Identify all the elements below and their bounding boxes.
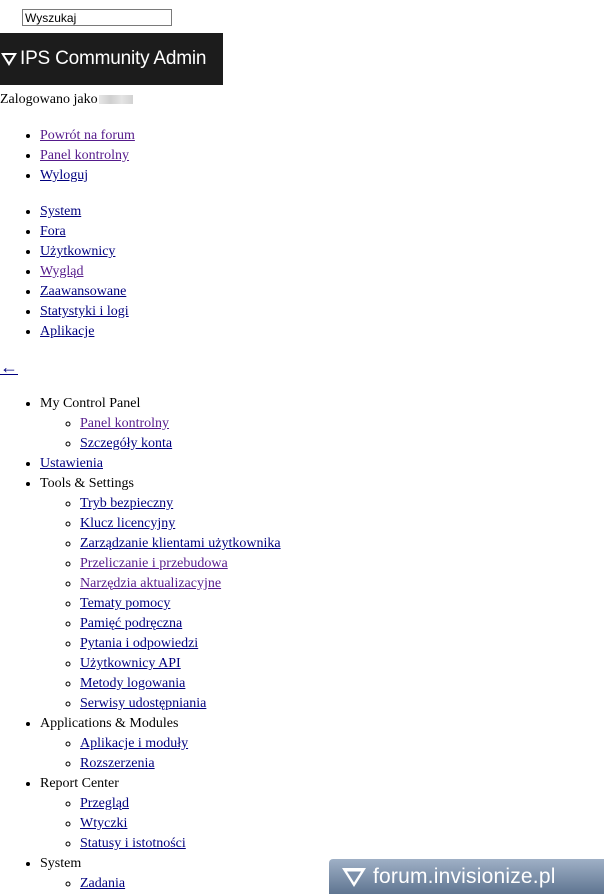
- list-item: [80, 674, 281, 694]
- sidebar-item-safe-mode[interactable]: Tryb bezpieczny: [80, 496, 174, 511]
- sidebar-section: [40, 854, 281, 894]
- sidebar-item-plugins[interactable]: Wtyczki: [80, 816, 128, 831]
- list-item: [40, 302, 129, 322]
- list-item: [40, 242, 129, 262]
- sidebar-item-login-methods[interactable]: Metody logowania: [80, 676, 186, 691]
- nav-advanced[interactable]: Zaawansowane: [40, 284, 127, 299]
- section-heading: • System: [40, 856, 82, 871]
- list-item: [80, 614, 281, 634]
- sidebar-item-cache[interactable]: Pamięć podręczna: [80, 616, 183, 631]
- nav-forums[interactable]: Fora: [40, 224, 66, 239]
- logged-in-label: Zalogowano jako: [0, 92, 98, 107]
- section-heading: • Tools & Settings: [40, 476, 134, 491]
- list-item: [40, 322, 129, 342]
- sidebar-item-account-details[interactable]: Szczegóły konta: [80, 436, 173, 451]
- main-nav: [40, 202, 129, 342]
- sub-list: [40, 794, 281, 854]
- list-item: [40, 262, 129, 282]
- sidebar-section: [40, 474, 281, 714]
- list-item: [80, 694, 281, 714]
- sidebar-item-help-topics[interactable]: Tematy pomocy: [80, 596, 171, 611]
- list-item: [40, 146, 135, 166]
- sub-list: [40, 734, 281, 774]
- logout-link[interactable]: Wyloguj: [40, 168, 89, 183]
- sub-list: [40, 874, 281, 894]
- list-item: [80, 734, 281, 754]
- sidebar-item-upgrade-tools[interactable]: Narzędzia aktualizacyjne: [80, 576, 222, 591]
- search-container: [22, 9, 172, 27]
- sidebar-item-statuses[interactable]: Statusy i istotności: [80, 836, 186, 851]
- section-heading: • My Control Panel: [40, 396, 141, 411]
- list-item: [40, 202, 129, 222]
- list-item: [80, 794, 281, 814]
- checkmark-icon: [341, 865, 367, 889]
- list-item: [80, 554, 281, 574]
- nav-users[interactable]: Użytkownicy: [40, 244, 116, 259]
- blurred-username: [99, 95, 133, 104]
- sidebar-section: [40, 774, 281, 854]
- sidebar-item-api-users[interactable]: Użytkownicy API: [80, 656, 181, 671]
- control-panel-link[interactable]: Panel kontrolny: [40, 148, 130, 163]
- list-item: [80, 534, 281, 554]
- list-item: [80, 434, 281, 454]
- list-item: [80, 574, 281, 594]
- list-item: [40, 282, 129, 302]
- sidebar-item-settings[interactable]: • Ustawienia: [40, 456, 103, 471]
- sidebar-section: [40, 394, 281, 454]
- list-item: [40, 222, 129, 242]
- list-item: [80, 654, 281, 674]
- list-item: [40, 126, 135, 146]
- list-item: [80, 634, 281, 654]
- sidebar-item-qa[interactable]: Pytania i odpowiedzi: [80, 636, 199, 651]
- sidebar-item-overview[interactable]: Przegląd: [80, 796, 129, 811]
- search-input[interactable]: [22, 9, 172, 26]
- list-item: [80, 594, 281, 614]
- watermark-text: forum.invisionize.pl: [373, 864, 556, 888]
- sidebar-item-control-panel[interactable]: Panel kontrolny: [80, 416, 170, 431]
- admin-logo[interactable]: [0, 33, 223, 85]
- sidebar-section: [40, 454, 281, 474]
- left-arrow-icon[interactable]: ←: [0, 357, 18, 377]
- section-heading: • Applications & Modules: [40, 716, 179, 731]
- sub-list: [40, 494, 281, 714]
- list-item: [80, 834, 281, 854]
- list-item: [40, 166, 135, 186]
- checkmark-icon: [1, 51, 17, 67]
- sidebar-item-recount-rebuild[interactable]: Przeliczanie i przebudowa: [80, 556, 228, 571]
- logo-text: IPS Community Admin: [20, 48, 207, 69]
- list-item: [80, 514, 281, 534]
- nav-appearance[interactable]: Wygląd: [40, 264, 84, 279]
- sidebar-menu: [40, 394, 281, 894]
- sidebar-item-apps-modules[interactable]: Aplikacje i moduły: [80, 736, 189, 751]
- nav-system[interactable]: System: [40, 204, 82, 219]
- sidebar-section: [40, 714, 281, 774]
- sidebar-item-tasks[interactable]: Zadania: [80, 876, 126, 891]
- sidebar-item-sharing-services[interactable]: Serwisy udostępniania: [80, 696, 207, 711]
- sidebar-item-extensions[interactable]: Rozszerzenia: [80, 756, 155, 771]
- sub-list: [40, 414, 281, 454]
- list-item: [80, 494, 281, 514]
- list-item: [80, 414, 281, 434]
- user-links: [40, 126, 135, 186]
- list-item: [80, 874, 281, 894]
- list-item: [80, 814, 281, 834]
- list-item: [80, 754, 281, 774]
- watermark-badge: [329, 859, 604, 894]
- logged-in-as: [0, 90, 133, 110]
- sidebar-item-license-key[interactable]: Klucz licencyjny: [80, 516, 176, 531]
- section-heading: • Report Center: [40, 776, 119, 791]
- sidebar-item-user-clients[interactable]: Zarządzanie klientami użytkownika: [80, 536, 281, 551]
- nav-applications[interactable]: Aplikacje: [40, 324, 95, 339]
- back-to-forum-link[interactable]: Powrót na forum: [40, 128, 135, 143]
- nav-stats-logs[interactable]: Statystyki i logi: [40, 304, 129, 319]
